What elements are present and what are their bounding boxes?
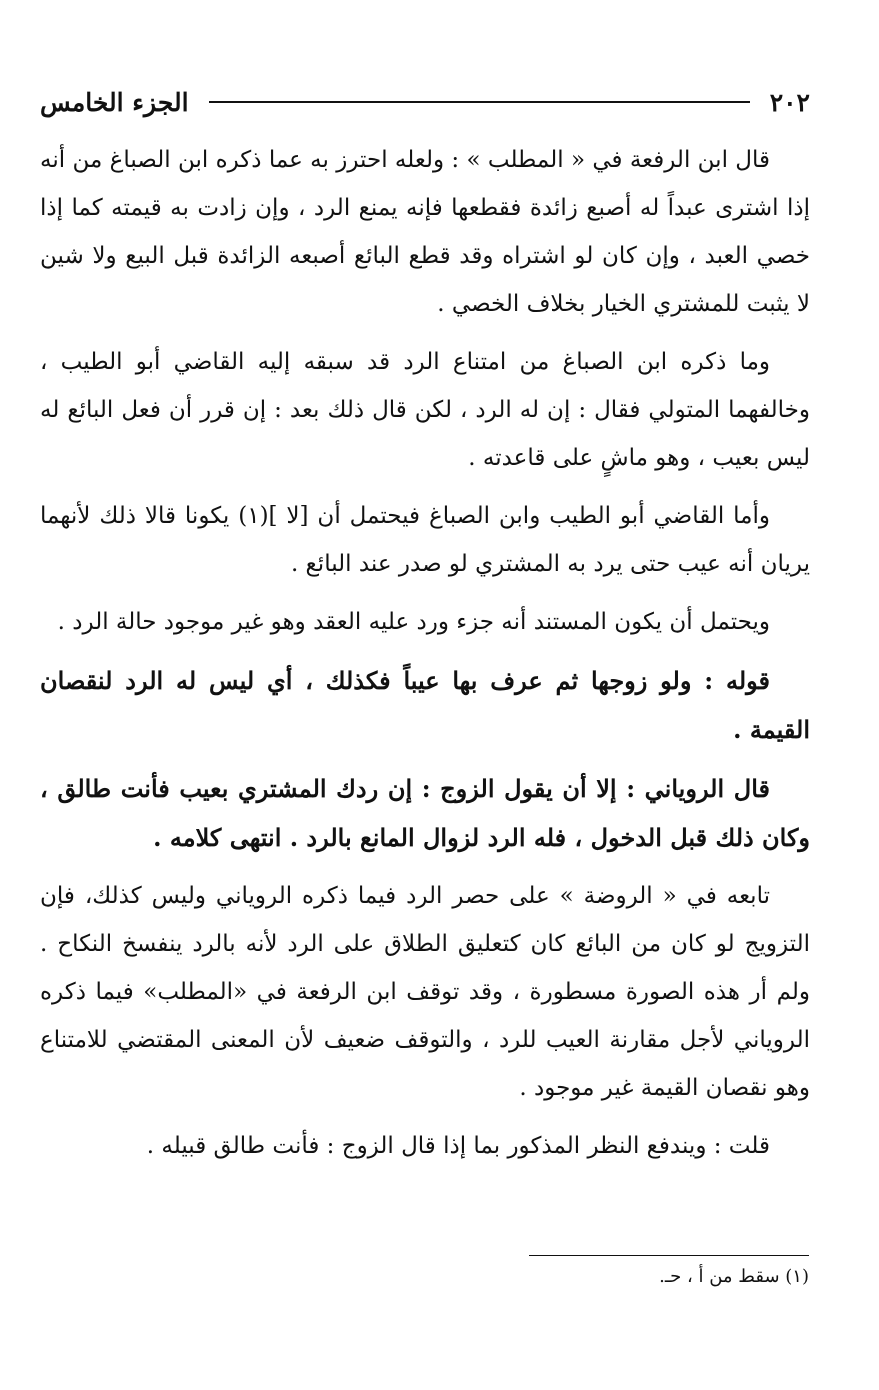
bold-paragraph: قال الروياني : إلا أن يقول الزوج : إن ردك المشتري بعيب فأنت طالق ، وكان ذلك قبل الدخول ، فله الرد لزوال المانع بالرد . انتهى كلامه . [40, 774, 810, 852]
footnote-rule [529, 1255, 809, 1256]
paragraph: تابعه في « الروضة » على حصر الرد فيما ذكره الروياني وليس كذلك، فإن التزويج لو كان من البائع كان كتعليق الطلاق على الرد لأنه بالرد ينفسخ النكاح . ولم أر هذه الصورة مسطورة ، وقد توقف ابن الرفعة في «المطلب» فيما ذكره الروياني لأجل مقارنة العيب للرد ، والتوقف ضعيف لأن المعنى المقتضي للامتناع وهو نقصان القيمة غير موجود . [40, 883, 810, 1101]
bold-paragraph: قوله : ولو زوجها ثم عرف بها عيباً فكذلك ، أي ليس له الرد لنقصان القيمة . [40, 666, 810, 744]
paragraph: وأما القاضي أبو الطيب وابن الصباغ فيحتمل أن [لا ](١) يكونا قالا ذلك لأنهما يريان أنه عيب حتى يرد به المشتري لو صدر عند البائع . [40, 503, 810, 577]
paragraph: ويحتمل أن يكون المستند أنه جزء ورد عليه العقد وهو غير موجود حالة الرد . [57, 609, 770, 635]
body-text [40, 136, 810, 1170]
page-number: ٢٠٢ [769, 87, 810, 117]
header-rule [209, 101, 750, 103]
book-page [40, 78, 810, 1180]
paragraph: قلت : ويندفع النظر المذكور بما إذا قال الزوج : فأنت طالق قبيله . [146, 1133, 770, 1159]
page-header [40, 78, 810, 126]
footnote: (١) سقط من أ ، حـ. [659, 1266, 809, 1287]
running-title: الجزء الخامس [40, 87, 189, 117]
paragraph: قال ابن الرفعة في « المطلب » : ولعله احترز به عما ذكره ابن الصباغ من أنه إذا اشترى عبداً له أصبع زائدة فقطعها فإنه يمنع الرد ، وإن زادت به قيمته كما إذا خصي العبد ، وإن كان لو اشتراه وقد قطع البائع أصبعه الزائدة قبل البيع ولا شين لا يثبت للمشتري الخيار بخلاف الخصي . [40, 147, 810, 317]
paragraph: وما ذكره ابن الصباغ من امتناع الرد قد سبقه إليه القاضي أبو الطيب ، وخالفهما المتولي فقال : إن له الرد ، لكن قال ذلك بعد : إن قرر أن فعل البائع له ليس بعيب ، وهو ماشٍ على قاعدته . [40, 349, 810, 471]
